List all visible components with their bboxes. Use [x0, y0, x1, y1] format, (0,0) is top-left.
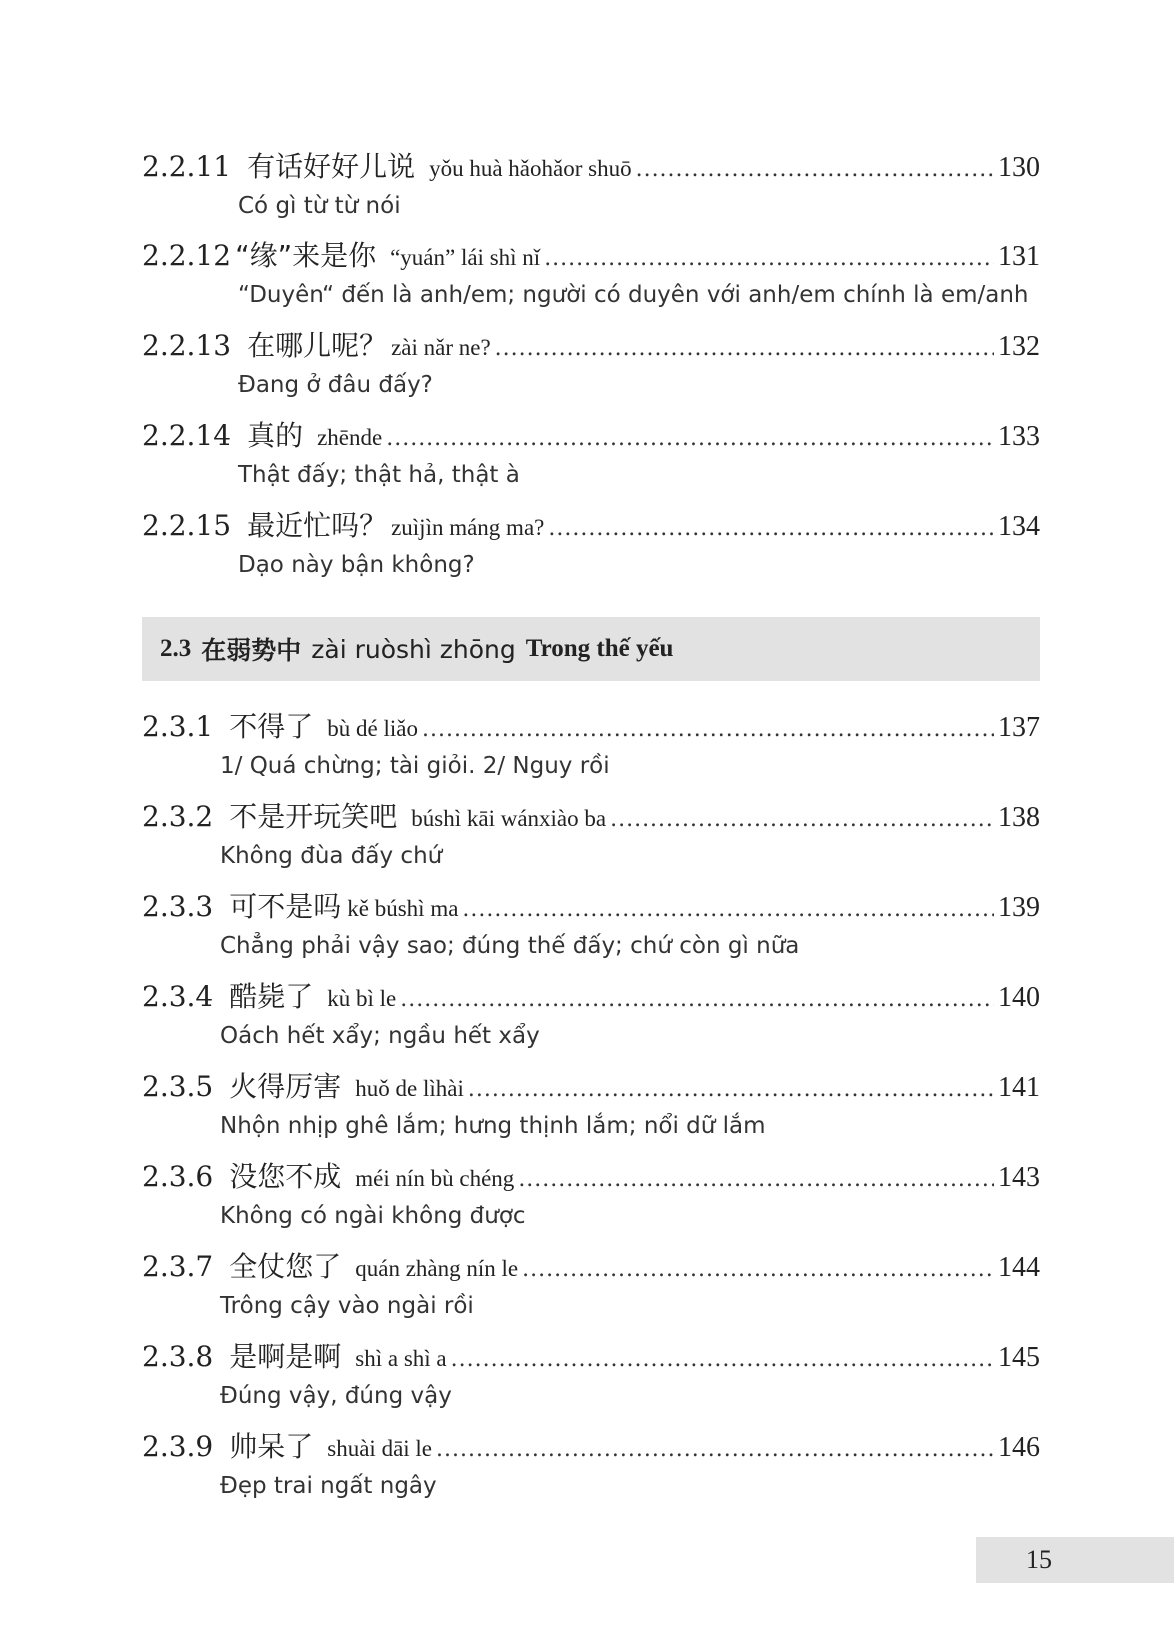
entry-pinyin: bù dé liǎo — [327, 716, 418, 741]
entry-number: 2.3.9 — [142, 1430, 214, 1463]
toc-entry-line — [142, 504, 1040, 544]
dot-leader — [422, 717, 994, 742]
toc-entry-line — [142, 885, 1040, 925]
entry-pinyin: zuìjìn máng ma? — [391, 515, 545, 540]
toc-entry-line — [142, 324, 1040, 364]
toc-entry[interactable] — [142, 145, 1040, 219]
entry-number: 2.3.1 — [142, 710, 214, 743]
entry-vietnamese: Có gì từ từ nói — [238, 193, 401, 219]
entry-page: 139 — [998, 892, 1040, 923]
section-header[interactable] — [142, 617, 1040, 681]
entry-number: 2.2.13 — [142, 329, 232, 362]
entry-vietnamese: Không đùa đấy chứ — [220, 843, 443, 869]
dot-leader — [400, 987, 994, 1012]
entry-vietnamese: Chẳng phải vậy sao; đúng thế đấy; chứ còn gì nữa — [220, 933, 800, 959]
toc-entry[interactable] — [142, 1245, 1040, 1319]
entry-number: 2.3.3 — [142, 890, 214, 923]
entry-number: 2.3.7 — [142, 1250, 214, 1283]
dot-leader — [386, 426, 994, 451]
toc-entry[interactable] — [142, 1065, 1040, 1139]
entry-pinyin: quán zhàng nín le — [355, 1256, 519, 1281]
toc-entry[interactable] — [142, 1335, 1040, 1409]
section-chinese: 在弱势中 — [201, 636, 302, 665]
entry-page: 144 — [998, 1252, 1040, 1283]
entry-page: 138 — [998, 802, 1040, 833]
entry-vietnamese: “Duyên“ đến là anh/em; người có duyên với anh/em chính là em/anh — [238, 282, 1029, 308]
toc-entry[interactable] — [142, 975, 1040, 1049]
entry-pinyin: búshì kāi wánxiào ba — [411, 806, 607, 831]
dot-leader — [636, 157, 994, 182]
entry-page: 134 — [998, 511, 1040, 542]
entry-page: 133 — [998, 421, 1040, 452]
entry-chinese: 是啊是啊 — [229, 1340, 342, 1373]
entry-chinese: 酷毙了 — [229, 980, 314, 1013]
dot-leader — [451, 1347, 994, 1372]
toc-entry-line — [142, 975, 1040, 1015]
entry-page: 137 — [998, 712, 1040, 743]
entry-chinese: 没您不成 — [229, 1160, 342, 1193]
entry-pinyin: shuài dāi le — [327, 1436, 433, 1461]
entry-vietnamese: Trông cậy vào ngài rồi — [220, 1293, 474, 1319]
entry-page: 132 — [998, 331, 1040, 362]
entry-vietnamese: Không có ngài không được — [220, 1203, 526, 1229]
toc-entry[interactable] — [142, 324, 1040, 398]
entry-vietnamese: Dạo này bận không? — [238, 552, 475, 578]
toc-entry-line — [142, 1065, 1040, 1105]
entry-pinyin: huǒ de lìhài — [355, 1076, 464, 1101]
entry-chinese: 不得了 — [229, 710, 314, 743]
entry-vietnamese: Đang ở đâu đấy? — [238, 372, 433, 398]
toc-entry-line — [142, 1335, 1040, 1375]
entry-chinese: 火得厉害 — [229, 1070, 342, 1103]
entry-pinyin: kù bì le — [327, 986, 397, 1011]
entry-pinyin: shì a shì a — [355, 1346, 447, 1371]
toc-entry[interactable] — [142, 1155, 1040, 1229]
toc-entry-line — [142, 145, 1040, 185]
section-title: Trong thế yếu — [525, 635, 674, 662]
dot-leader — [518, 1167, 994, 1192]
dot-leader — [462, 897, 994, 922]
toc-entry-line — [142, 705, 1040, 745]
entry-pinyin: yǒu huà hǎohǎor shuō — [429, 156, 632, 181]
toc-entry[interactable] — [142, 705, 1040, 779]
entry-chinese: 在哪儿呢？ — [247, 329, 388, 362]
entry-number: 2.3.8 — [142, 1340, 214, 1373]
entry-pinyin: méi nín bù chéng — [355, 1166, 515, 1191]
toc-entry[interactable] — [142, 1425, 1040, 1499]
entry-page: 143 — [998, 1162, 1040, 1193]
dot-leader — [522, 1257, 994, 1282]
toc-entry[interactable] — [142, 504, 1040, 578]
toc-entry-line — [142, 1425, 1040, 1465]
entry-page: 140 — [998, 982, 1040, 1013]
entry-number: 2.2.12 — [142, 239, 232, 272]
section-pinyin: zài ruòshì zhōng — [311, 634, 516, 664]
entry-chinese: 有话好好儿说 — [247, 150, 416, 183]
dot-leader — [436, 1437, 994, 1462]
entry-number: 2.2.11 — [142, 150, 232, 183]
entry-pinyin: “yuán” lái shì nǐ — [390, 245, 541, 270]
entry-vietnamese: Thật đấy; thật hả, thật à — [238, 462, 520, 488]
entry-number: 2.2.14 — [142, 419, 232, 452]
toc-entry-line — [142, 414, 1040, 454]
entry-chinese: 真的 — [247, 419, 304, 452]
toc-entry[interactable] — [142, 795, 1040, 869]
entry-vietnamese: Nhộn nhịp ghê lắm; hưng thịnh lắm; nổi dữ lắm — [220, 1113, 766, 1139]
entry-pinyin: zài nǎr ne? — [391, 335, 491, 360]
page-number: 15 — [976, 1537, 1174, 1583]
dot-leader — [610, 807, 994, 832]
entry-page: 130 — [998, 152, 1040, 183]
entry-vietnamese: Đẹp trai ngất ngây — [220, 1473, 437, 1499]
toc-entry[interactable] — [142, 885, 1040, 959]
entry-number: 2.2.15 — [142, 509, 232, 542]
entry-chinese: 可不是吗 — [229, 890, 342, 923]
toc-entry[interactable] — [142, 414, 1040, 488]
entry-number: 2.3.4 — [142, 980, 214, 1013]
toc-entry-line — [142, 1245, 1040, 1285]
entry-vietnamese: Oách hết xẩy; ngầu hết xẩy — [220, 1023, 540, 1049]
toc-entry-line — [142, 795, 1040, 835]
dot-leader — [468, 1077, 994, 1102]
entry-number: 2.3.5 — [142, 1070, 214, 1103]
entry-pinyin: zhēnde — [317, 425, 383, 450]
entry-chinese: 不是开玩笑吧 — [229, 800, 398, 833]
entry-page: 146 — [998, 1432, 1040, 1463]
entry-chinese: 最近忙吗？ — [247, 509, 388, 542]
entry-page: 145 — [998, 1342, 1040, 1373]
entry-page: 141 — [998, 1072, 1040, 1103]
dot-leader — [548, 516, 994, 541]
entry-vietnamese: Đúng vậy, đúng vậy — [220, 1383, 452, 1409]
toc-entry-line — [142, 234, 1040, 274]
entry-page: 131 — [998, 241, 1040, 272]
section-number: 2.3 — [160, 635, 192, 662]
dot-leader — [544, 246, 994, 271]
toc-entry[interactable] — [142, 234, 1040, 308]
entry-chinese: 帅呆了 — [229, 1430, 314, 1463]
entry-number: 2.3.2 — [142, 800, 214, 833]
entry-number: 2.3.6 — [142, 1160, 214, 1193]
dot-leader — [495, 336, 994, 361]
entry-pinyin: kě búshì ma — [347, 896, 459, 921]
entry-chinese: 全仗您了 — [229, 1250, 342, 1283]
toc-entry-line — [142, 1155, 1040, 1195]
entry-chinese: “缘”来是你 — [235, 239, 377, 272]
entry-vietnamese: 1/ Quá chừng; tài giỏi. 2/ Nguy rồi — [220, 753, 610, 779]
